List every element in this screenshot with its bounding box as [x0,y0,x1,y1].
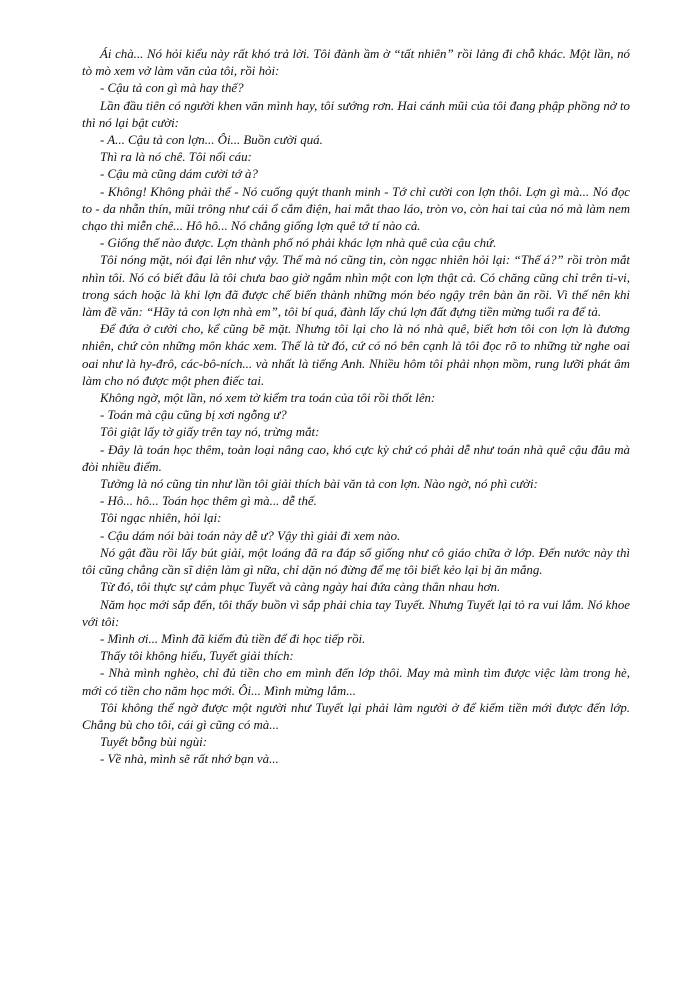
paragraph: Tưởng là nó cũng tin như lần tôi giải thích bài văn tả con lợn. Nào ngờ, nó phì cười: [100,477,538,492]
paragraph: Năm học mới sắp đến, tôi thấy buồn vì sắp phải chia tay Tuyết. Nhưng Tuyết lại tỏ ra vui lắm. Nó khoe với tôi: [82,597,630,629]
paragraph: Ái chà... Nó hỏi kiểu này rất khó trả lời. Tôi đành ầm ờ “tất nhiên” rồi lảng đi chỗ khác. Một lần, nó tò mò xem vở làm văn của tôi, rồi hỏi: [82,47,630,79]
paragraph: - Về nhà, mình sẽ rất nhớ bạn và... [100,752,279,767]
paragraph: Tuyết bỗng bùi ngùi: [100,735,208,750]
paragraph: Thấy tôi không hiểu, Tuyết giải thích: [100,649,294,664]
paragraph: Tôi không thể ngờ được một người như Tuyết lại phải làm người ở để kiếm tiền mới được đến lớp. Chẳng bù cho tôi, cái gì cũng có mà... [82,700,630,732]
paragraph: - Cậu dám nói bài toán này dễ ư? Vậy thì giải đi xem nào. [100,528,401,543]
paragraph: - Không! Không phải thế - Nó cuống quýt thanh minh - Tớ chỉ cười con lợn thôi. Lợn gì mà... Nó đọc to - da nhẵn thín, mũi trông như cái ổ cắm điện, hai mắt thao láo, tròn vo, còn hai tai của nó mà làm nem chạo thì miễn chê... Hô hô... Nó chẳng giống lợn quê tớ tí nào cả. [82,184,630,234]
paragraph: Từ đó, tôi thực sự cảm phục Tuyết và càng ngày hai đứa càng thân nhau hơn. [100,580,501,595]
paragraph: - Đây là toán học thêm, toàn loại nâng cao, khó cực kỳ chứ có phải dễ như toán nhà quê cậu đâu mà đòi nhiều điểm. [82,442,630,474]
paragraph: - A... Cậu tả con lợn... Ôi... Buồn cười quá. [100,133,323,148]
paragraph: Tôi ngạc nhiên, hỏi lại: [100,511,222,526]
paragraph: - Hô... hô... Toán học thêm gì mà... dễ thế. [100,494,317,509]
paragraph: Để đứa ở cười cho, kể cũng bẽ mặt. Nhưng tôi lại cho là nó nhà quê, biết hơn tôi con lợn là đương nhiên, chứ còn những môn khác xem. Thế là từ đó, cứ có nó bên cạnh là tôi đọc rõ to những từ nghe oai oai như là hy-đrô, các-bô-ních... và nhất là tiếng Anh. Nhiều hôm tôi phải nhọn mồm, rung lưỡi phát âm làm cho nó được một phen điếc tai. [82,322,630,388]
paragraph: - Cậu tả con gì mà hay thế? [100,81,244,96]
paragraph: Nó gật đầu rồi lấy bút giải, một loáng đã ra đáp số giống như cô giáo chữa ở lớp. Đến nước này thì tôi cũng chẳng cần sĩ diện làm gì nữa, chỉ dặn nó đừng để mẹ tôi biết kẻo lại bị ăn mắng. [82,545,630,578]
document-page [82,46,630,769]
paragraph: Tôi nóng mặt, nói đại lên như vậy. Thế mà nó cũng tin, còn ngạc nhiên hỏi lại: “Thế á?” rồi tròn mắt nhìn tôi. Nó có biết đâu là tôi chưa bao giờ ngắm nhìn một con lợn thật cả. Có chăng cũng chỉ trên ti-vi, trong sách hoặc là khi lợn đã được chế biến thành những món béo ngậy trên bàn ăn rồi. Vì thế nên khi làm đề văn: “Hãy tả con lợn nhà em”, tôi bí quá, đành lấy chú lợn đất đựng tiền mừng tuổi ra để tả. [82,253,630,320]
paragraph: Thì ra là nó chê. Tôi nổi cáu: [100,150,252,165]
paragraph: - Mình ơi... Mình đã kiếm đủ tiền để đi học tiếp rồi. [100,631,366,646]
paragraph: - Toán mà cậu cũng bị xơi ngỗng ư? [100,408,287,423]
paragraph: Không ngờ, một lần, nó xem tờ kiểm tra toán của tôi rồi thốt lên: [100,391,436,406]
paragraph: - Cậu mà cũng dám cười tớ à? [100,167,258,182]
paragraph: - Giống thế nào được. Lợn thành phố nó phải khác lợn nhà quê của cậu chứ. [100,236,497,251]
paragraph: Tôi giật lấy tờ giấy trên tay nó, trừng mắt: [100,425,320,440]
paragraph: - Nhà mình nghèo, chỉ đủ tiền cho em mình đến lớp thôi. May mà mình tìm được việc làm trong hè, mới có tiền cho năm học mới. Ôi... Mình mừng lắm... [82,666,630,698]
paragraph: Lần đầu tiên có người khen văn mình hay, tôi sướng rơn. Hai cánh mũi của tôi đang phập phồng nở to thì nó lại bật cười: [82,98,630,130]
